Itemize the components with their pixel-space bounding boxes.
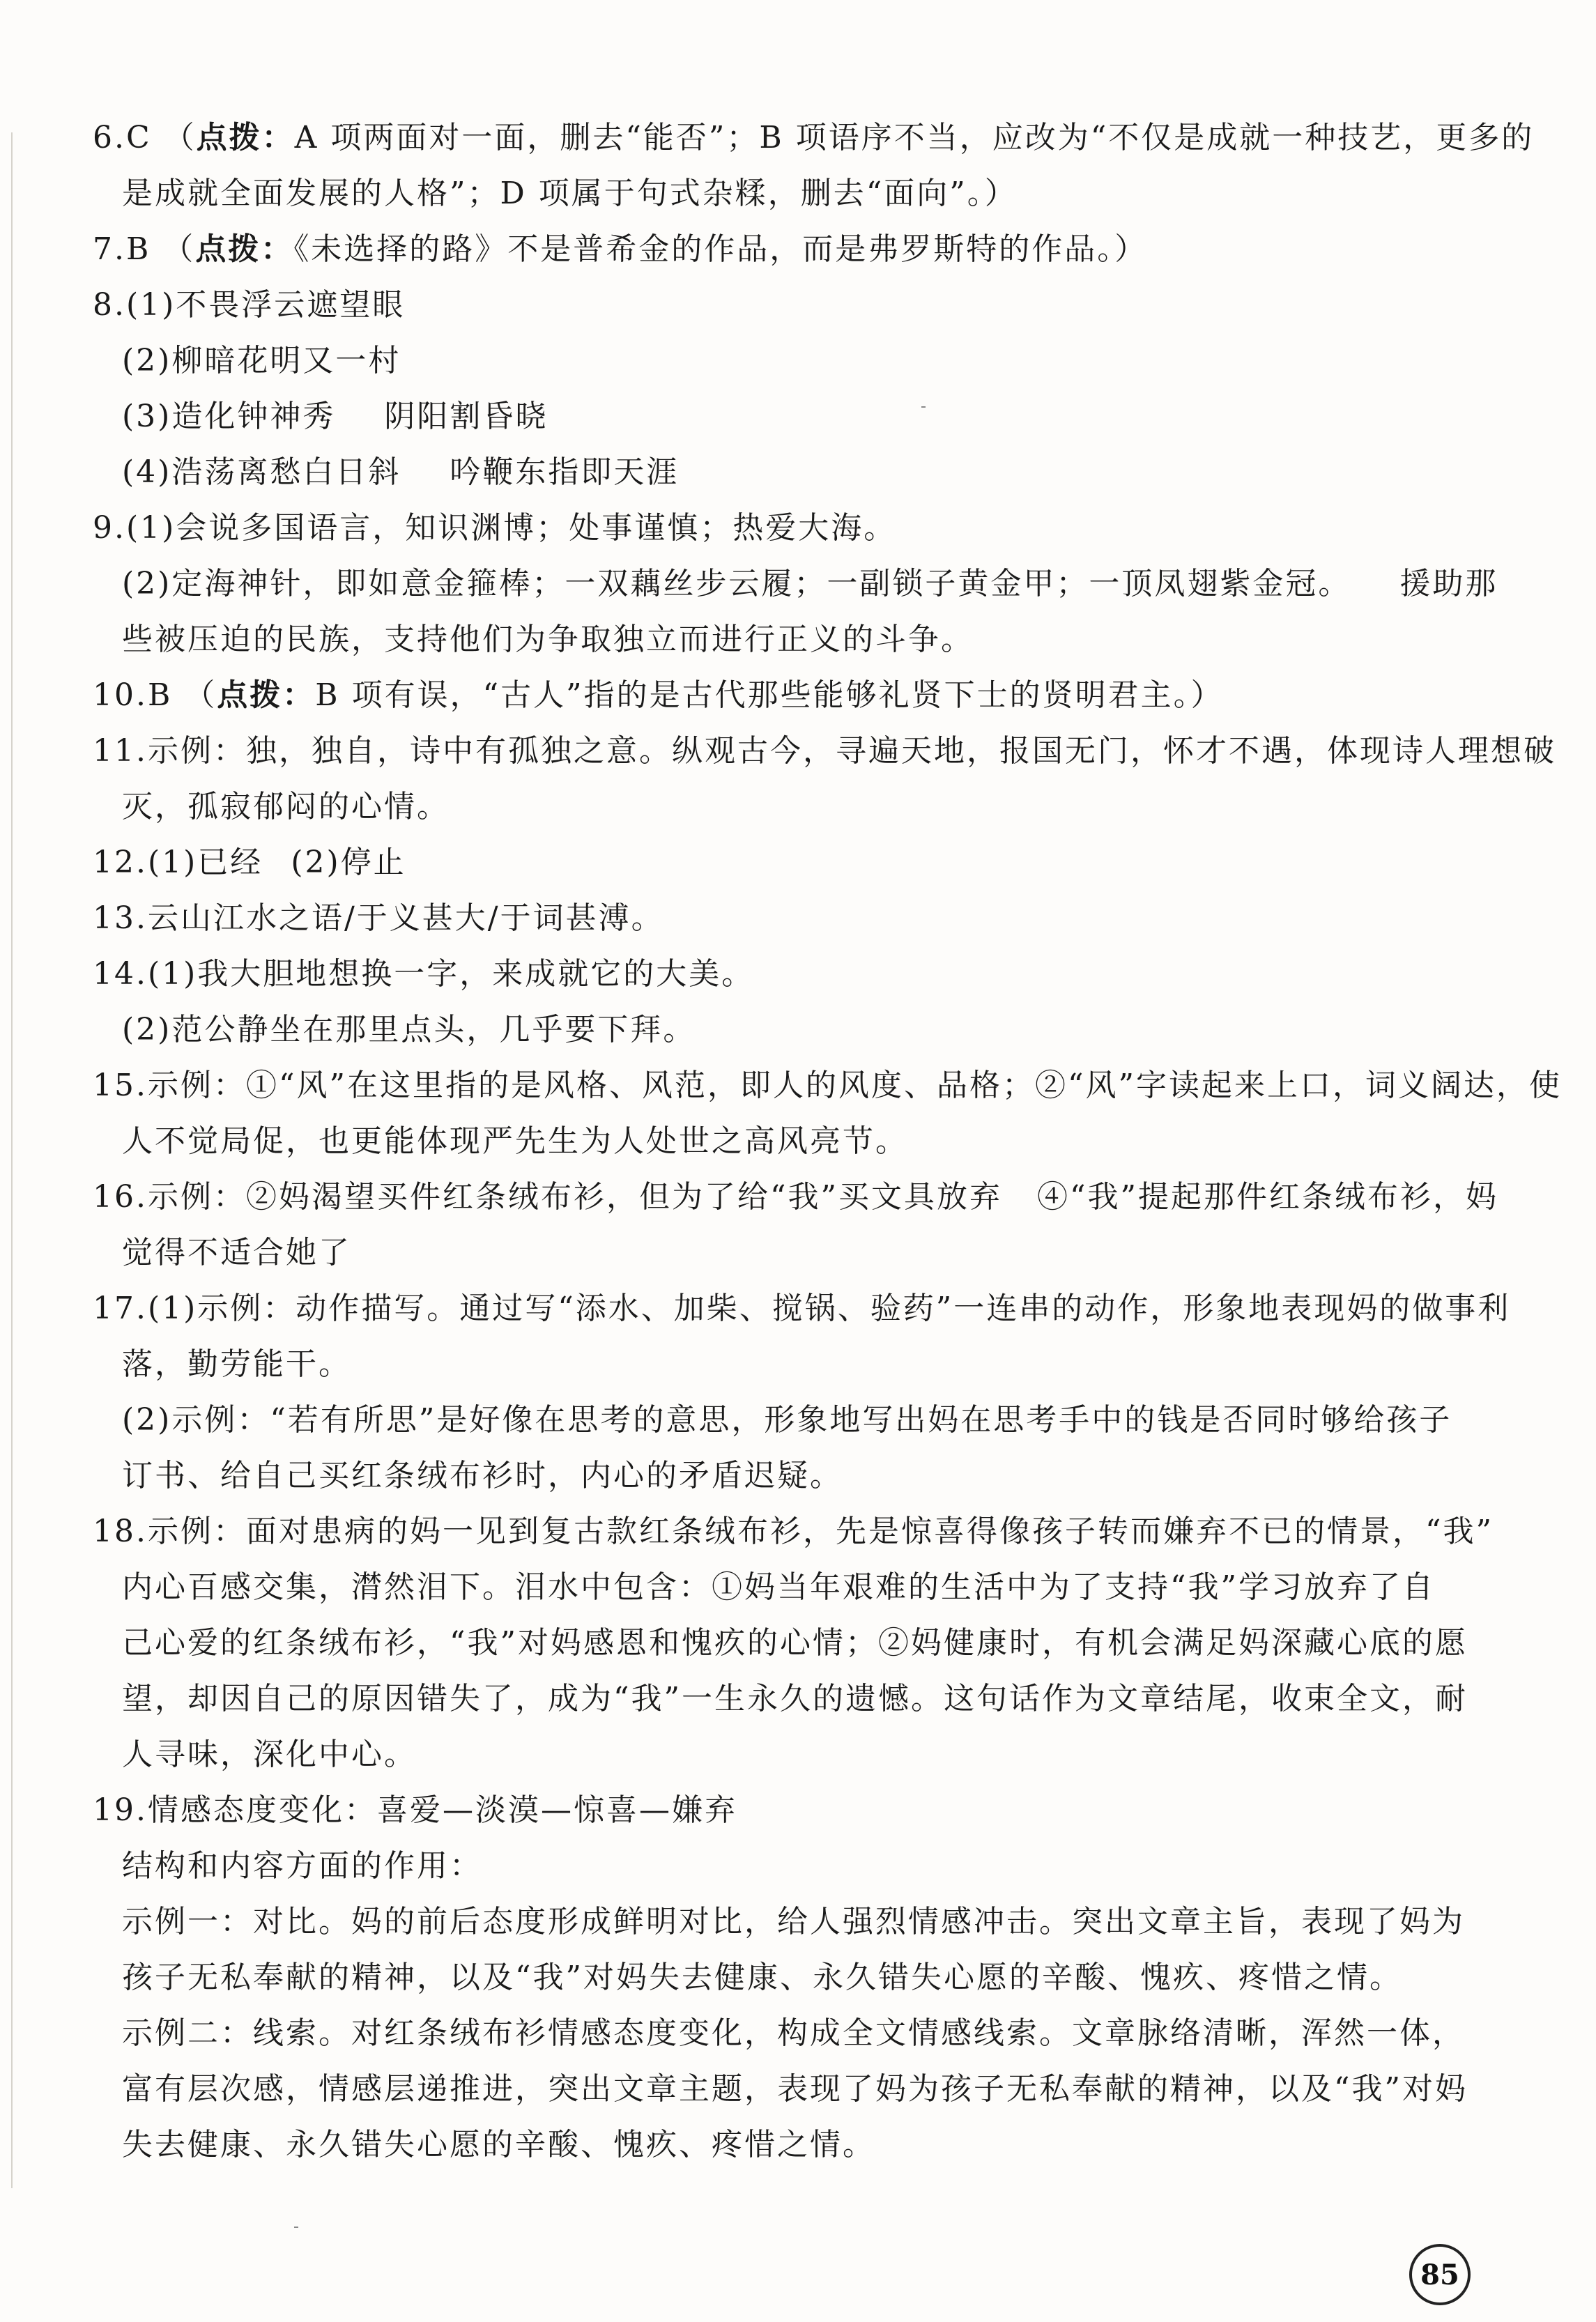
answer-17-line-1: 17.(1)示例：动作描写。通过写“添水、加柴、搅锅、验药”一连串的动作，形象地表现妈的做事利 <box>93 1291 1511 1326</box>
answer-19-line-4: 孩子无私奉献的精神，以及“我”对妈失去健康、永久错失心愿的辛酸、愧疚、疼惜之情。 <box>122 1960 1402 1995</box>
hint-label: 点拨： <box>196 120 295 155</box>
answer-16-line-1: 16.示例：②妈渴望买件红条绒布衫，但为了给“我”买文具放弃 ④“我”提起那件红条绒布衫，妈 <box>93 1179 1498 1215</box>
page-number-badge: 85 <box>1409 2244 1471 2305</box>
answer-18-line-4: 望，却因自己的原因错失了，成为“我”一生永久的遗憾。这句话作为文章结尾，收束全文，耐 <box>122 1681 1468 1716</box>
answer-19-line-5: 示例二：线索。对红条绒布衫情感态度变化，构成全文情感线索。文章脉络清晰，浑然一体， <box>122 2015 1465 2051</box>
answer-18-line-5: 人寻味，深化中心。 <box>122 1737 417 1772</box>
answer-11-line-1: 11.示例：独，独自，诗中有孤独之意。纵观古今，寻遍天地，报国无门，怀才不遇，体现诗人理想破 <box>93 733 1556 769</box>
answer-17-line-2: 落，勤劳能干。 <box>122 1346 351 1382</box>
answer-8-line-3: (3)造化钟神秀 阴阳割昏晓 <box>122 399 548 434</box>
answer-12: 12.(1)已经 (2)停止 <box>93 845 406 880</box>
answer-19-line-7: 失去健康、永久错失心愿的辛酸、愧疚、疼惜之情。 <box>122 2127 875 2162</box>
answer-18-line-2: 内心百感交集，潸然泪下。泪水中包含：①妈当年艰难的生活中为了支持“我”学习放弃了自 <box>122 1569 1435 1605</box>
answer-19-line-2: 结构和内容方面的作用： <box>122 1848 482 1884</box>
answer-19-line-3: 示例一：对比。妈的前后态度形成鲜明对比，给人强烈情感冲击。突出文章主旨，表现了妈为 <box>122 1904 1465 1939</box>
answer-8-line-4: (4)浩荡离愁白日斜 吟鞭东指即天涯 <box>122 454 680 490</box>
answer-6-line-1: 6.C （点拨：A 项两面对一面，删去“能否”；B 项语序不当，应改为“不仅是成就一种技艺，更多的 <box>93 120 1535 155</box>
answer-7: 7.B （点拨：《未选择的路》不是普希金的作品，而是弗罗斯特的作品。） <box>93 231 1148 267</box>
answer-13: 13.云山江水之语/于义甚大/于词甚溥。 <box>93 900 664 936</box>
answer-9-line-2: (2)定海神针，即如意金箍棒；一双藕丝步云履；一副锁子黄金甲；一顶凤翅紫金冠。 援助那 <box>122 566 1498 601</box>
answer-8-line-1: 8.(1)不畏浮云遮望眼 <box>93 287 406 323</box>
answer-9-line-1: 9.(1)会说多国语言，知识渊博；处事谨慎；热爱大海。 <box>93 510 897 546</box>
answer-6-line-2: 是成就全面发展的人格”；D 项属于句式杂糅，删去“面向”。） <box>122 176 1018 211</box>
scan-speck <box>294 2227 298 2228</box>
answer-15-line-1: 15.示例：①“风”在这里指的是风格、风范，即人的风度、品格；②“风”字读起来上口，词义阔达，使 <box>93 1068 1562 1103</box>
answer-14-line-2: (2)范公静坐在那里点头，几乎要下拜。 <box>122 1012 696 1047</box>
answer-19-line-6: 富有层次感，情感层递推进，突出文章主题，表现了妈为孩子无私奉献的精神，以及“我”对妈 <box>122 2071 1468 2107</box>
answer-14-line-1: 14.(1)我大胆地想换一字，来成就它的大美。 <box>93 956 755 992</box>
answer-11-line-2: 灭，孤寂郁闷的心情。 <box>122 789 450 824</box>
answer-17-line-4: 订书、给自己买红条绒布衫时，内心的矛盾迟疑。 <box>122 1458 843 1493</box>
hint-label: 点拨： <box>195 231 294 267</box>
answer-16-line-2: 觉得不适合她了 <box>122 1235 351 1270</box>
answer-18-line-3: 己心爱的红条绒布衫，“我”对妈感恩和愧疚的心情；②妈健康时，有机会满足妈深藏心底的愿 <box>122 1625 1468 1661</box>
answer-10: 10.B （点拨：B 项有误，“古人”指的是古代那些能够礼贤下士的贤明君主。） <box>93 677 1224 713</box>
answer-18-line-1: 18.示例：面对患病的妈一见到复古款红条绒布衫，先是惊喜得像孩子转而嫌弃不已的情景，“我” <box>93 1514 1494 1549</box>
binding-margin-line <box>11 132 13 2188</box>
answer-17-line-3: (2)示例：“若有所思”是好像在思考的意思，形象地写出妈在思考手中的钱是否同时够给孩子 <box>122 1402 1452 1438</box>
answer-15-line-2: 人不觉局促，也更能体现严先生为人处世之高风亮节。 <box>122 1123 908 1159</box>
answer-19-line-1: 19.情感态度变化：喜爱—淡漠—惊喜—嫌弃 <box>93 1792 737 1828</box>
hint-label: 点拨： <box>217 677 316 713</box>
answer-8-line-2: (2)柳暗花明又一村 <box>122 343 401 378</box>
answer-list <box>93 110 1562 2173</box>
answer-9-line-3: 些被压迫的民族，支持他们为争取独立而进行正义的斗争。 <box>122 622 974 657</box>
